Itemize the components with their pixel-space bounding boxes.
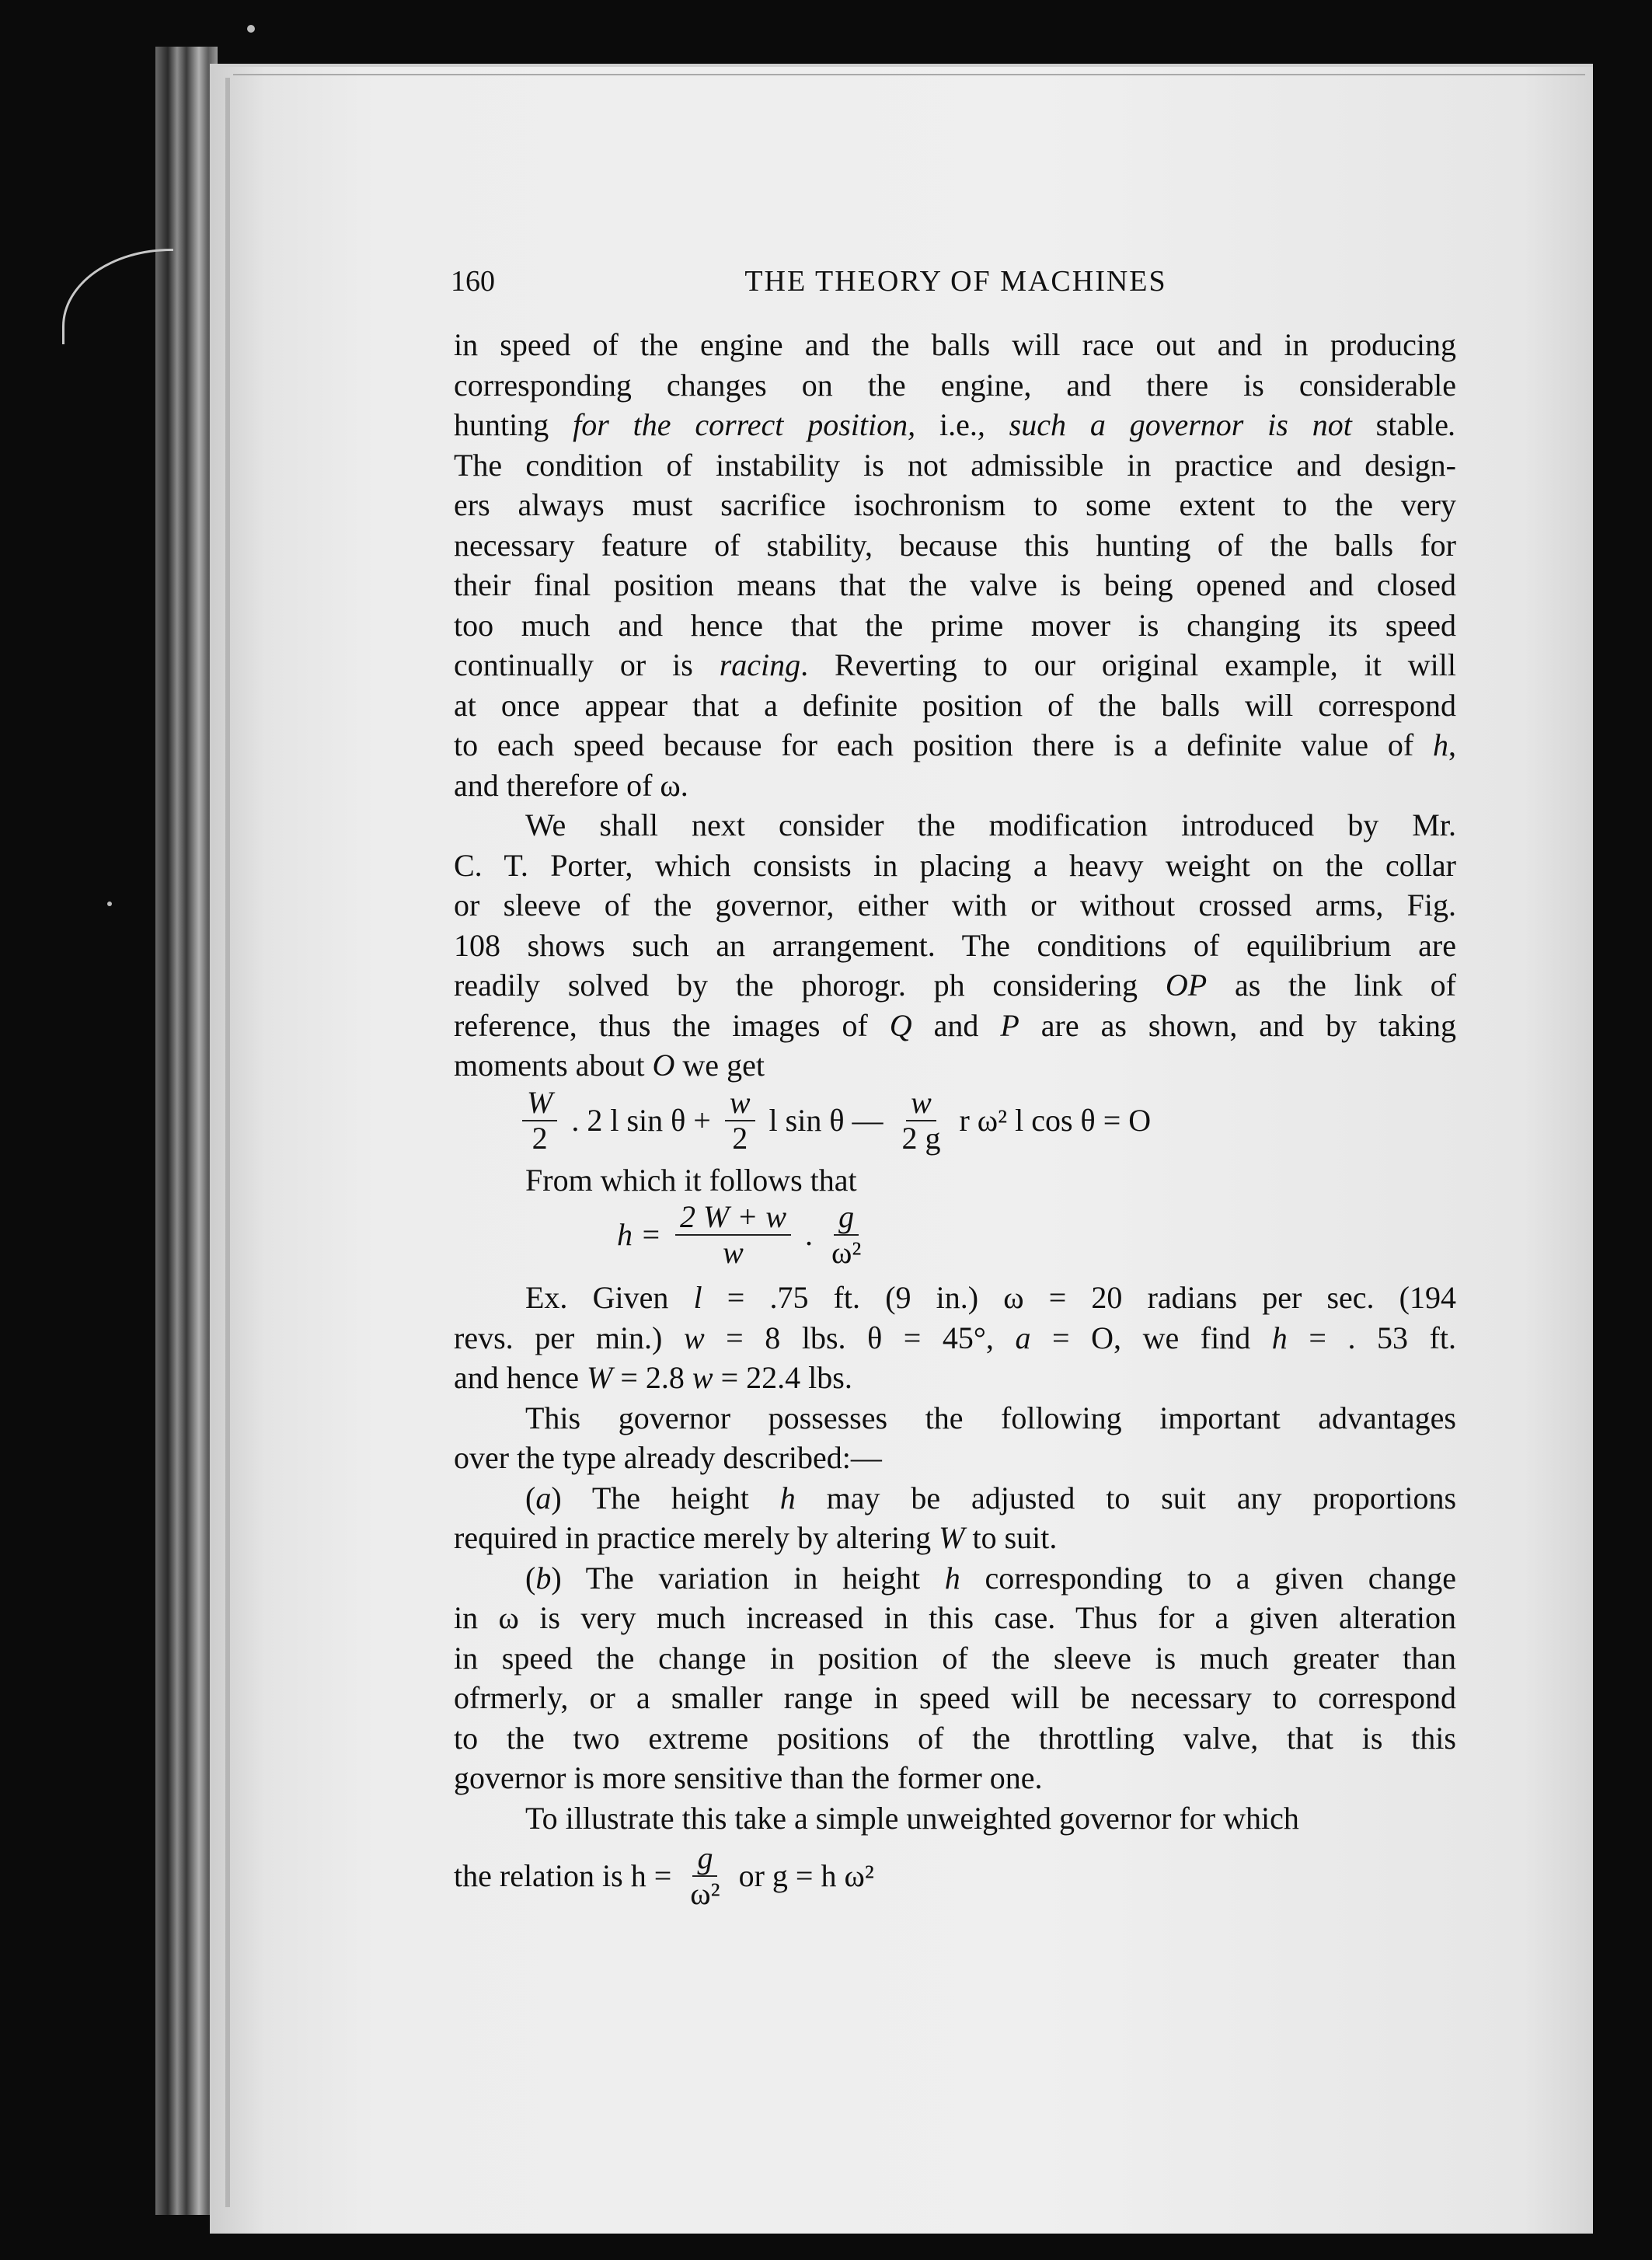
italic-term: racing xyxy=(719,647,801,682)
text-segment: required in practice merely by altering xyxy=(454,1520,939,1555)
eq2-f2-den: ω² xyxy=(831,1235,862,1270)
text-line xyxy=(454,1478,1456,1519)
text-segment: stable xyxy=(1375,407,1448,442)
text-line: in speed the change in position of the sleeve is much greater than xyxy=(454,1640,1456,1676)
text-line xyxy=(454,965,1456,1006)
text-segment: = 22.4 lbs. xyxy=(713,1360,852,1395)
page-edge xyxy=(225,78,230,2207)
paragraph-a xyxy=(454,1478,1456,1558)
text-segment: = O, we find xyxy=(1030,1320,1272,1355)
paragraph-illustrate xyxy=(454,1798,1456,1839)
text-line: or sleeve of the governor, either with or without crossed arms, Fig. xyxy=(454,888,1456,922)
italic-term: W xyxy=(587,1360,613,1395)
text-segment: may be adjusted to suit any proportions xyxy=(795,1480,1457,1515)
text-segment: ( xyxy=(525,1560,536,1596)
text-segment: and xyxy=(911,1007,1001,1043)
text-line: too much and hence that the prime mover is changing its speed xyxy=(454,607,1456,643)
text-line xyxy=(454,1045,1456,1086)
text-segment: hunting xyxy=(454,407,549,442)
text-segment: , xyxy=(1448,727,1456,762)
italic-term: OP xyxy=(1165,968,1208,1003)
relation-den: ω² xyxy=(690,1876,720,1911)
text-line: C. T. Porter, which consists in placing a heavy weight on the collar xyxy=(454,847,1456,883)
italic-term: Q xyxy=(889,1007,912,1043)
text-line xyxy=(454,645,1456,685)
text-line xyxy=(454,1558,1456,1599)
eq1-term3: r ω² l cos θ = O xyxy=(959,1102,1152,1138)
paragraph-advantages xyxy=(454,1398,1456,1478)
fraction-g-over-omega2 xyxy=(827,1200,866,1270)
text-segment: and hence xyxy=(454,1360,587,1395)
text-line: ers always must sacrifice isochronism to some extent to the very xyxy=(454,487,1456,522)
text-line: The condition of instability is not admissible in practice and design- xyxy=(454,447,1456,483)
speck xyxy=(107,902,112,906)
eq1-term2: l sin θ — xyxy=(768,1102,884,1138)
text-segment: moments about xyxy=(454,1048,653,1083)
page-body xyxy=(454,325,1456,1911)
italic-term: w xyxy=(683,1320,705,1355)
text-segment: = . 53 ft. xyxy=(1287,1320,1457,1355)
text-segment: ) The height xyxy=(551,1480,780,1515)
page-number: 160 xyxy=(451,265,495,298)
text-segment: = .75 ft. (9 in.) ω = 20 radians per sec. (194 xyxy=(702,1280,1456,1315)
page-curl xyxy=(62,249,173,344)
equation-moments xyxy=(454,1086,1456,1160)
eq2-dot: . xyxy=(805,1217,813,1253)
text-line xyxy=(454,1358,1456,1398)
eq2-f2-num: g xyxy=(838,1199,855,1234)
text-line xyxy=(454,725,1456,766)
text-line: 108 shows such an arrangement. The conditions of equilibrium are xyxy=(454,927,1456,963)
text-line: over the type already described:— xyxy=(454,1440,882,1475)
page-header xyxy=(451,264,1461,311)
text-segment: = 8 lbs. θ = 45°, xyxy=(704,1320,1016,1355)
text-line xyxy=(454,1278,1456,1318)
eq1-f2-num: w xyxy=(729,1084,751,1120)
text-line xyxy=(454,405,1456,445)
paragraph-follows xyxy=(454,1160,1456,1201)
equation-relation xyxy=(454,1841,1456,1911)
text-segment: ) The variation in height xyxy=(551,1560,945,1596)
text-line xyxy=(454,1318,1456,1358)
paragraph-b xyxy=(454,1558,1456,1798)
italic-term: h xyxy=(1271,1320,1288,1355)
eq1-term1: . 2 l sin θ + xyxy=(571,1102,711,1138)
eq2-f1-den: w xyxy=(723,1235,744,1270)
text-segment: to suit. xyxy=(964,1520,1058,1555)
text-line xyxy=(454,1518,1456,1558)
italic-term: . xyxy=(1448,407,1456,442)
text-line: governor is more sensitive than the former one. xyxy=(454,1760,1043,1795)
text-segment: to each speed because for each position there is a definite value of xyxy=(454,727,1433,762)
text-segment: ( xyxy=(525,1480,536,1515)
italic-term: h xyxy=(944,1560,960,1596)
italic-term: h xyxy=(779,1480,796,1515)
text-line xyxy=(454,1006,1456,1046)
running-title: THE THEORY OF MACHINES xyxy=(744,265,1167,298)
text-line: their final position means that the valve is being opened and closed xyxy=(454,567,1456,602)
book-spine xyxy=(155,47,218,2215)
speck xyxy=(247,25,255,33)
text-line: To illustrate this take a simple unweighted governor for which xyxy=(525,1800,1299,1836)
italic-term: O xyxy=(652,1048,675,1083)
text-segment: reference, thus the images of xyxy=(454,1007,890,1043)
italic-term: W xyxy=(939,1520,965,1555)
paragraph-example xyxy=(454,1278,1456,1398)
eq1-f3-num: w xyxy=(911,1084,932,1120)
text-segment: Ex. Given xyxy=(525,1280,694,1315)
text-line: This governor possesses the following important advantages xyxy=(525,1400,1456,1435)
text-segment: continually or is xyxy=(454,647,720,682)
relation-pre: the relation is h = xyxy=(454,1858,672,1894)
text-segment: are as shown, and by taking xyxy=(1019,1007,1456,1043)
text-segment: we get xyxy=(674,1048,765,1083)
fraction-w-over-2 xyxy=(725,1086,755,1156)
text-segment: . Reverting to our original example, it will xyxy=(800,647,1456,682)
text-line: at once appear that a definite position of the balls will correspond xyxy=(454,687,1456,723)
text-line: corresponding changes on the engine, and there is considerable xyxy=(454,367,1456,403)
italic-term: a xyxy=(535,1480,552,1515)
fraction-w-over-2g xyxy=(897,1086,945,1156)
italic-term: P xyxy=(1000,1007,1019,1043)
italic-term: l xyxy=(693,1280,702,1315)
italic-term: b xyxy=(535,1560,552,1596)
text-line: in ω is very much increased in this case. Thus for a given alteration xyxy=(454,1600,1456,1635)
fraction-2W-plus-w-over-w xyxy=(675,1200,791,1270)
text-line: in speed of the engine and the balls will race out and in producing xyxy=(454,327,1456,362)
paragraph-porter xyxy=(454,805,1456,1086)
text-line: We shall next consider the modification introduced by Mr. xyxy=(525,807,1456,842)
text-segment: readily solved by the phorogr. ph considering xyxy=(454,968,1166,1003)
page-top-edge xyxy=(233,74,1585,75)
from-which-line: From which it follows that xyxy=(525,1162,857,1198)
italic-term: for the correct position, xyxy=(549,407,939,442)
text-segment: as the link of xyxy=(1207,968,1457,1003)
eq1-f1-num: W xyxy=(527,1084,553,1120)
relation-post: or g = h ω² xyxy=(738,1858,874,1894)
eq1-f2-den: 2 xyxy=(732,1120,748,1156)
equation-h xyxy=(454,1200,1456,1278)
paragraph-hunting xyxy=(454,325,1456,805)
eq2-f1-num: 2 W + w xyxy=(680,1199,786,1234)
eq1-f1-den: 2 xyxy=(531,1120,548,1156)
text-segment: = 2.8 xyxy=(612,1360,692,1395)
eq1-f3-den: 2 g xyxy=(901,1120,941,1156)
text-segment: revs. per min.) xyxy=(454,1320,684,1355)
text-segment: i.e. xyxy=(939,407,978,442)
text-line: necessary feature of stability, because this hunting of the balls for xyxy=(454,527,1456,563)
text-line: to the two extreme positions of the throttling valve, that is this xyxy=(454,1720,1456,1756)
italic-term: h xyxy=(1433,727,1448,762)
italic-term: a xyxy=(1015,1320,1031,1355)
italic-term: w xyxy=(692,1360,713,1395)
text-line: ofrmerly, or a smaller range in speed will be necessary to correspond xyxy=(454,1680,1456,1715)
eq2-lhs: h = xyxy=(617,1217,661,1253)
italic-term: , such a governor is not xyxy=(977,407,1376,442)
fraction-W-over-2 xyxy=(522,1086,557,1156)
text-line: and therefore of ω. xyxy=(454,767,688,803)
relation-num: g xyxy=(697,1840,713,1875)
fraction-g-over-omega2-b xyxy=(685,1841,724,1911)
text-segment: corresponding to a given change xyxy=(960,1560,1457,1596)
